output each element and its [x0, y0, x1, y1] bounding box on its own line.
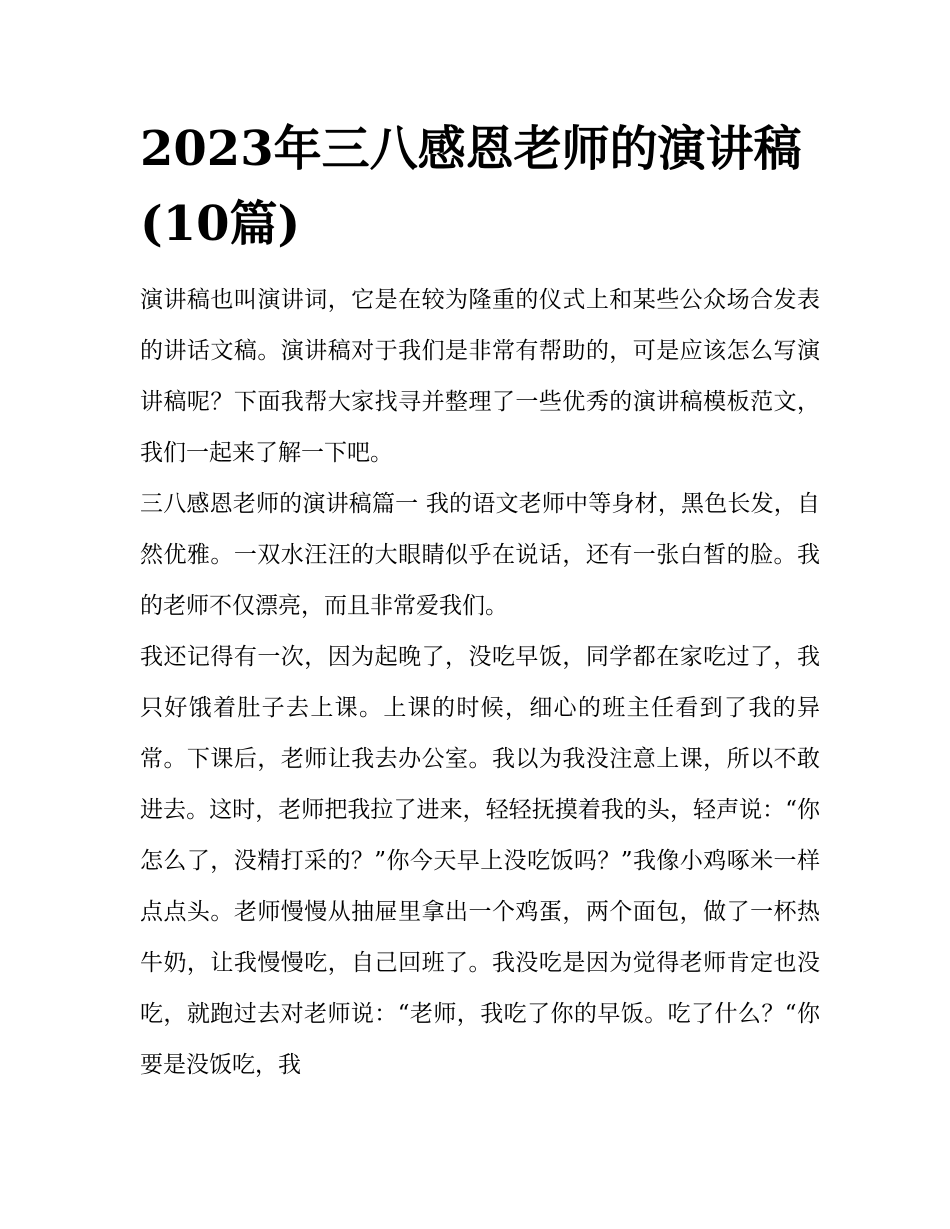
document-title: 2023年三八感恩老师的演讲稿(10篇): [140, 121, 802, 252]
paragraph-memory: 我还记得有一次，因为起晚了，没吃早饭，同学都在家吃过了，我只好饿着肚子去上课。上课的时候，细心的班主任看到了我的异常。下课后，老师让我去办公室。我以为我没注意上课，所以不敢进去。这时，老师把我拉了进来，轻轻抚摸着我的头，轻声说：“你怎么了，没精打采的？”你今天早上没吃饭吗？”我像小鸡啄米一样点点头。老师慢慢从抽屉里拿出一个鸡蛋，两个面包，做了一杯热牛奶，让我慢慢吃，自己回班了。我没吃是因为觉得老师肯定也没吃，就跑过去对老师说：“老师，我吃了你的早饭。吃了什么？“你要是没饭吃，我: [140, 644, 820, 1078]
paragraph-intro: 演讲稿也叫演讲词，它是在较为隆重的仪式上和某些公众场合发表的讲话文稿。演讲稿对于我们是非常有帮助的，可是应该怎么写演讲稿呢？下面我帮大家找寻并整理了一些优秀的演讲稿模板范文，我们一起来了解一下吧。: [140, 287, 820, 466]
document-body: [140, 275, 820, 1091]
paragraph-speech-one: 三八感恩老师的演讲稿篇一 我的语文老师中等身材，黑色长发，自然优雅。一双水汪汪的大眼睛似乎在说话，还有一张白皙的脸。我的老师不仅漂亮，而且非常爱我们。: [140, 491, 820, 619]
